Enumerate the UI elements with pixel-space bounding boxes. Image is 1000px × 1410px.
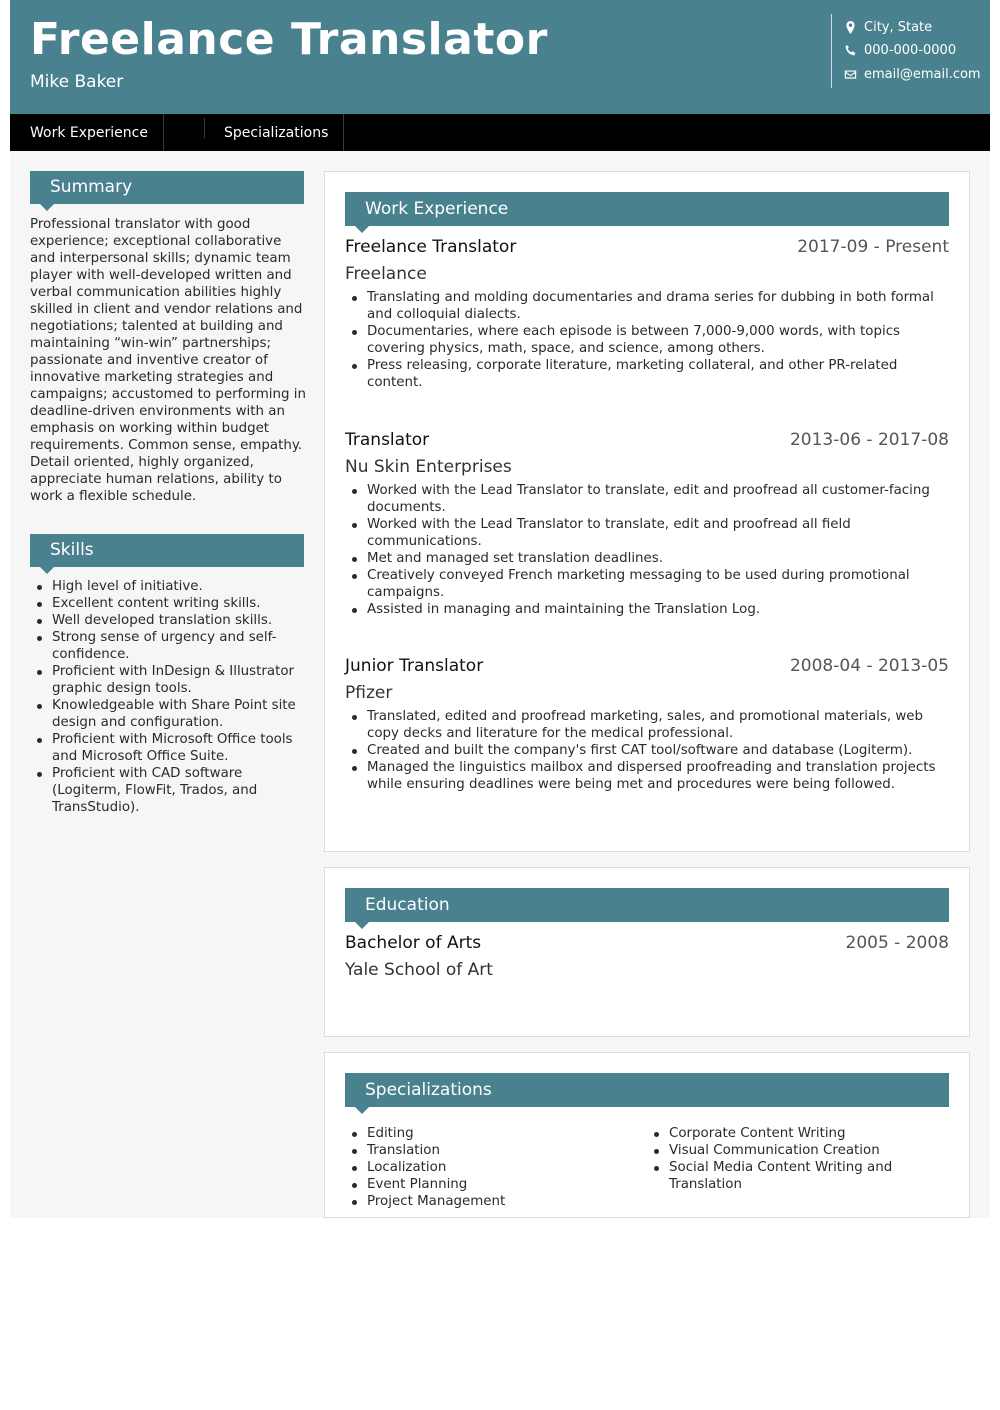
specializations-section (324, 1052, 970, 1218)
education-heading: Education (345, 888, 949, 922)
list-item: Knowledgeable with Share Point site design and configuration. (30, 697, 306, 731)
job-bullets (345, 482, 949, 618)
work-experience-heading: Work Experience (345, 192, 949, 226)
map-pin-icon (844, 21, 857, 34)
list-item: Proficient with Microsoft Office tools and Microsoft Office Suite. (30, 731, 306, 765)
list-item: Social Media Content Writing and Translation (647, 1159, 947, 1193)
list-item: Strong sense of urgency and self-confidence. (30, 629, 306, 663)
list-item: Proficient with InDesign & Illustrator graphic design tools. (30, 663, 306, 697)
job-bullets (345, 708, 949, 793)
page-title: Freelance Translator (30, 14, 548, 65)
list-item: Project Management (345, 1193, 645, 1210)
person-name: Mike Baker (30, 72, 124, 92)
list-item: Documentaries, where each episode is between 7,000-9,000 words, with topics covering physics, math, space, and science, among others. (345, 323, 949, 357)
job-company: Nu Skin Enterprises (345, 457, 512, 477)
job-company: Pfizer (345, 683, 393, 703)
contact-divider (831, 14, 832, 88)
list-item: Excellent content writing skills. (30, 595, 306, 612)
job-dates: 2017-09 - Present (797, 237, 949, 257)
list-item: High level of initiative. (30, 578, 306, 595)
contact-location-text: City, State (864, 20, 933, 35)
nav-item-specializations[interactable]: Specializations (224, 125, 329, 141)
school-name: Yale School of Art (345, 960, 493, 980)
list-item: Editing (345, 1125, 645, 1142)
list-item: Translating and molding documentaries and drama series for dubbing in both formal and colloquial dialects. (345, 289, 949, 323)
specializations-list-left (345, 1125, 645, 1210)
specializations-heading: Specializations (345, 1073, 949, 1107)
list-item: Well developed translation skills. (30, 612, 306, 629)
skills-list (30, 578, 306, 816)
resume-header (10, 0, 990, 114)
contact-phone-text: 000-000-0000 (864, 43, 957, 58)
list-item: Translated, edited and proofread marketing, sales, and promotional materials, web copy decks and literature for the medical professional. (345, 708, 949, 742)
phone-icon (844, 44, 857, 57)
list-item: Met and managed set translation deadlines. (345, 550, 949, 567)
nav-divider (343, 114, 344, 151)
resume-page (10, 0, 990, 1218)
list-item: Proficient with CAD software (Logiterm, FlowFit, Trados, and TransStudio). (30, 765, 306, 816)
degree-title: Bachelor of Arts (345, 933, 482, 953)
work-experience-section (324, 171, 970, 852)
list-item: Corporate Content Writing (647, 1125, 947, 1142)
list-item: Worked with the Lead Translator to translate, edit and proofread all field communications. (345, 516, 949, 550)
list-item: Managed the linguistics mailbox and dispersed proofreading and translation projects while ensuring deadlines were being met and procedures were being followed. (345, 759, 949, 793)
envelope-icon (844, 68, 857, 81)
contact-email (844, 67, 981, 82)
education-section (324, 867, 970, 1037)
list-item: Creatively conveyed French marketing messaging to be used during promotional campaigns. (345, 567, 949, 601)
nav-item-work-experience[interactable]: Work Experience (30, 125, 148, 141)
summary-text: Professional translator with good experience; exceptional collaborative and interpersonal skills; dynamic team player with well-developed written and verbal communication abilities highly skilled in client and vendor relations and negotiations; talented at building and maintaining “win-win” partnerships; passionate and inventive creator of innovative marketing strategies and campaigns; accustomed to performing in deadline-driven environments with an emphasis on working within budget requirements. Common sense, empathy. Detail oriented, highly organized, appreciate human relations, ability to work a flexible schedule. (30, 217, 306, 504)
skills-heading: Skills (30, 534, 304, 567)
job-title: Junior Translator (345, 656, 484, 676)
list-item: Visual Communication Creation (647, 1142, 947, 1159)
list-item: Event Planning (345, 1176, 645, 1193)
job-dates: 2008-04 - 2013-05 (789, 656, 949, 676)
education-dates: 2005 - 2008 (845, 933, 949, 953)
job-company: Freelance (345, 264, 427, 284)
specializations-list-right (647, 1125, 947, 1193)
summary-heading: Summary (30, 171, 304, 204)
list-item: Press releasing, corporate literature, marketing collateral, and other PR-related content. (345, 357, 949, 391)
job-dates: 2013-06 - 2017-08 (789, 430, 949, 450)
list-item: Localization (345, 1159, 645, 1176)
job-bullets (345, 289, 949, 391)
job-title: Translator (345, 430, 430, 450)
list-item: Worked with the Lead Translator to translate, edit and proofread all customer-facing documents. (345, 482, 949, 516)
contact-location (844, 20, 932, 35)
list-item: Created and built the company's first CAT tool/software and database (Logiterm). (345, 742, 949, 759)
list-item: Assisted in managing and maintaining the Translation Log. (345, 601, 949, 618)
list-item: Translation (345, 1142, 645, 1159)
nav-divider (163, 114, 164, 151)
job-title: Freelance Translator (345, 237, 517, 257)
section-nav (10, 114, 990, 151)
contact-phone (844, 43, 956, 58)
nav-divider (204, 118, 205, 138)
contact-email-text: email@email.com (864, 67, 981, 82)
